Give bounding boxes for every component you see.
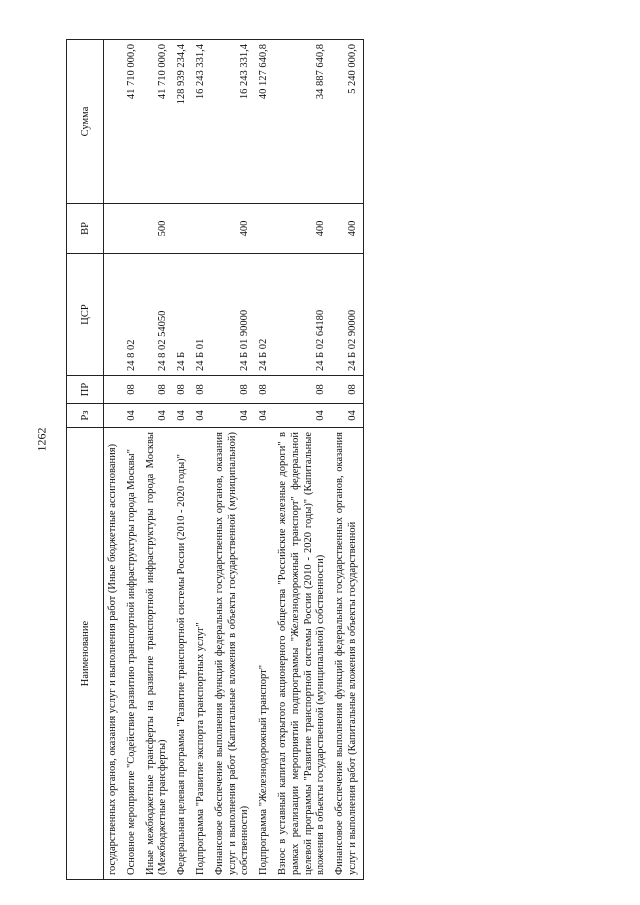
table-row	[104, 40, 123, 880]
row-csr: 24 Б 02	[255, 254, 274, 376]
row-pr: 08	[211, 376, 255, 404]
row-sum: 5 240 000,0	[331, 40, 363, 204]
row-pr: 08	[142, 376, 174, 404]
row-sum: 40 127 640,8	[255, 40, 274, 204]
table-header-row	[67, 40, 104, 880]
row-vr	[192, 204, 211, 254]
budget-table	[66, 39, 364, 880]
row-pr: 08	[331, 376, 363, 404]
row-name: Подпрограмма "Развитие экспорта транспортных услуг"	[192, 428, 211, 880]
row-sum	[104, 40, 123, 204]
row-pr: 08	[123, 376, 142, 404]
header-vr: ВР	[67, 204, 104, 254]
table-row	[331, 40, 363, 880]
row-sum: 41 710 000,0	[123, 40, 142, 204]
row-sum: 16 243 331,4	[192, 40, 211, 204]
table-row	[255, 40, 274, 880]
document	[66, 40, 606, 880]
row-csr	[104, 254, 123, 376]
row-name: Финансовое обеспечение выполнения функций федеральных государственных органов, оказания услуг и выполнения работ (Капитальные вложения в объекты государственной	[331, 428, 363, 880]
row-pr: 08	[192, 376, 211, 404]
row-csr: 24 Б 02 90000	[331, 254, 363, 376]
row-sum: 41 710 000,0	[142, 40, 174, 204]
row-rz: 04	[123, 404, 142, 428]
row-rz: 04	[255, 404, 274, 428]
row-csr: 24 Б 01	[192, 254, 211, 376]
table-row	[173, 40, 192, 880]
row-pr	[104, 376, 123, 404]
row-name: Подпрограмма "Железнодорожный транспорт"	[255, 428, 274, 880]
row-vr: 400	[274, 204, 331, 254]
table-row	[274, 40, 331, 880]
row-name: Иные межбюджетные трансферты на развитие транспортной инфраструктуры города Москвы (Межбюджетные трансферты)	[142, 428, 174, 880]
header-pr: ПР	[67, 376, 104, 404]
row-sum: 16 243 331,4	[211, 40, 255, 204]
page-number: 1262	[34, 427, 49, 452]
row-sum: 34 887 640,8	[274, 40, 331, 204]
header-sum: Сумма	[67, 40, 104, 204]
row-pr: 08	[274, 376, 331, 404]
row-vr	[104, 204, 123, 254]
row-name: государственных органов, оказания услуг и выполнения работ (Иные бюджетные ассигнования)	[104, 428, 123, 880]
table-row	[142, 40, 174, 880]
row-vr: 400	[211, 204, 255, 254]
row-name: Взнос в уставный капитал открытого акционерного общества "Российские железные дороги" в рамках реализации мероприятий подпрограммы "Железнодорожный транспорт" федеральной целевой программы "Развитие транспортной системы России (2010 - 2020 годы)" (Капитальные вложения в объекты государственной (муниципальной) собственности)	[274, 428, 331, 880]
row-sum: 128 939 234,4	[173, 40, 192, 204]
row-rz: 04	[274, 404, 331, 428]
row-vr: 400	[331, 204, 363, 254]
header-rz: Рз	[67, 404, 104, 428]
row-csr: 24 Б 01 90000	[211, 254, 255, 376]
row-rz: 04	[142, 404, 174, 428]
row-rz: 04	[211, 404, 255, 428]
row-pr: 08	[173, 376, 192, 404]
row-rz: 04	[173, 404, 192, 428]
row-name: Федеральная целевая программа "Развитие транспортной системы России (2010 - 2020 годы)"	[173, 428, 192, 880]
table-row	[211, 40, 255, 880]
row-csr: 24 Б	[173, 254, 192, 376]
row-vr: 500	[142, 204, 174, 254]
row-rz: 04	[192, 404, 211, 428]
row-name: Финансовое обеспечение выполнения функций федеральных государственных органов, оказания услуг и выполнения работ (Капитальные вложения в объекты государственной (муниципальной) собственности)	[211, 428, 255, 880]
row-csr: 24 Б 02 64180	[274, 254, 331, 376]
header-name: Наименование	[67, 428, 104, 880]
table-row	[192, 40, 211, 880]
row-vr	[255, 204, 274, 254]
row-rz	[104, 404, 123, 428]
table-row	[123, 40, 142, 880]
row-pr: 08	[255, 376, 274, 404]
row-csr: 24 8 02	[123, 254, 142, 376]
row-rz: 04	[331, 404, 363, 428]
header-csr: ЦСР	[67, 254, 104, 376]
row-vr	[173, 204, 192, 254]
row-vr	[123, 204, 142, 254]
row-name: Основное мероприятие "Содействие развитию транспортной инфраструктуры города Москвы"	[123, 428, 142, 880]
rotated-table-container	[66, 40, 606, 880]
row-csr: 24 8 02 54050	[142, 254, 174, 376]
